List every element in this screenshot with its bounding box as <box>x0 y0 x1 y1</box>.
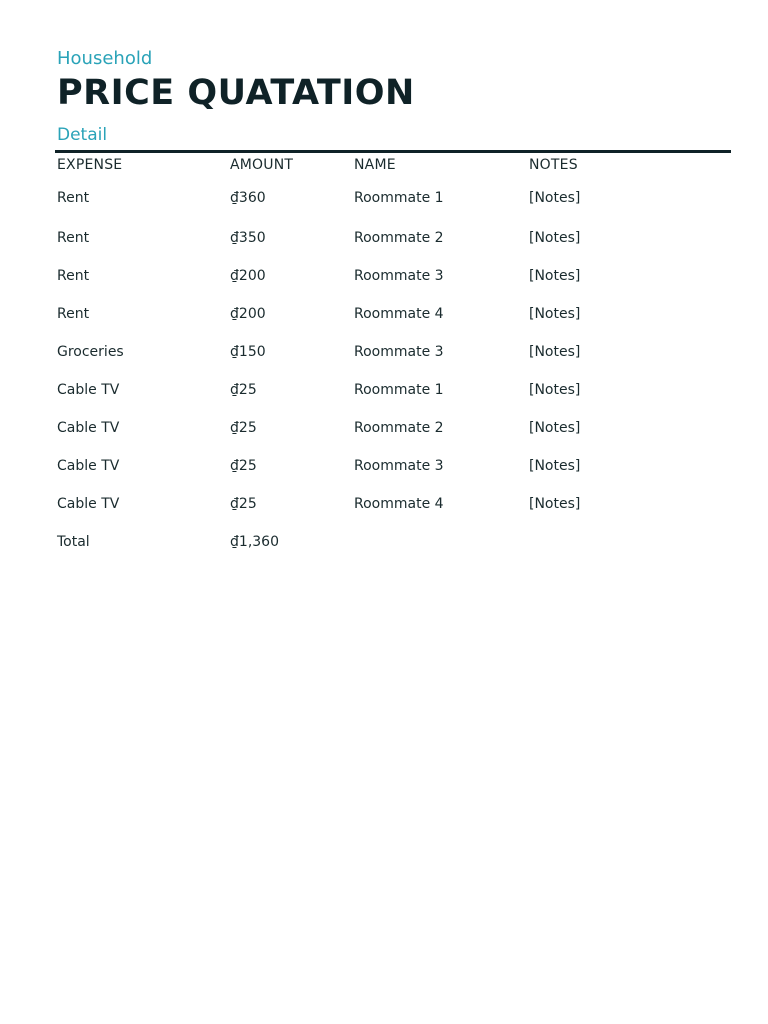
table-row <box>57 447 731 485</box>
amount-cell: ₫350 <box>230 230 266 246</box>
expense-table <box>57 153 731 561</box>
column-header-amount: AMOUNT <box>230 157 294 173</box>
name-cell: Roommate 3 <box>354 344 444 360</box>
table-row <box>57 295 731 333</box>
notes-cell[interactable]: [Notes] <box>529 496 581 512</box>
total-row <box>57 523 731 561</box>
name-cell: Roommate 1 <box>354 190 444 206</box>
empty-cell <box>354 523 529 561</box>
name-cell: Roommate 1 <box>354 382 444 398</box>
amount-cell: ₫25 <box>230 458 257 474</box>
notes-cell[interactable]: [Notes] <box>529 268 581 284</box>
table-header-row <box>57 153 731 177</box>
notes-cell[interactable]: [Notes] <box>529 230 581 246</box>
expense-cell: Groceries <box>57 344 124 360</box>
amount-cell: ₫25 <box>230 420 257 436</box>
expense-cell: Cable TV <box>57 496 120 512</box>
expense-cell: Cable TV <box>57 382 120 398</box>
table-row <box>57 333 731 371</box>
amount-cell: ₫25 <box>230 496 257 512</box>
amount-cell: ₫25 <box>230 382 257 398</box>
notes-cell[interactable]: [Notes] <box>529 306 581 322</box>
expense-cell: Cable TV <box>57 458 120 474</box>
table-row <box>57 485 731 523</box>
name-cell: Roommate 4 <box>354 306 444 322</box>
section-label: Detail <box>57 125 108 145</box>
table-row <box>57 177 731 219</box>
name-cell: Roommate 3 <box>354 458 444 474</box>
amount-cell: ₫360 <box>230 190 266 206</box>
notes-cell[interactable]: [Notes] <box>529 458 581 474</box>
expense-cell: Rent <box>57 230 90 246</box>
notes-cell[interactable]: [Notes] <box>529 344 581 360</box>
expense-cell: Cable TV <box>57 420 120 436</box>
total-amount: ₫1,360 <box>230 534 279 550</box>
amount-cell: ₫200 <box>230 268 266 284</box>
table-row <box>57 257 731 295</box>
name-cell: Roommate 4 <box>354 496 444 512</box>
amount-cell: ₫200 <box>230 306 266 322</box>
total-label: Total <box>57 534 90 550</box>
column-header-expense: EXPENSE <box>57 157 123 173</box>
expense-cell: Rent <box>57 190 90 206</box>
amount-cell: ₫150 <box>230 344 266 360</box>
column-header-notes: NOTES <box>529 157 578 173</box>
notes-cell[interactable]: [Notes] <box>529 420 581 436</box>
name-cell: Roommate 2 <box>354 420 444 436</box>
notes-cell[interactable]: [Notes] <box>529 190 581 206</box>
expense-cell: Rent <box>57 306 90 322</box>
table-row <box>57 409 731 447</box>
document <box>57 48 731 561</box>
document-subtitle: Household <box>57 48 153 69</box>
name-cell: Roommate 3 <box>354 268 444 284</box>
table-row <box>57 219 731 257</box>
notes-cell[interactable]: [Notes] <box>529 382 581 398</box>
column-header-name: NAME <box>354 157 396 173</box>
document-title: PRICE QUATATION <box>57 73 415 113</box>
empty-cell <box>529 523 731 561</box>
name-cell: Roommate 2 <box>354 230 444 246</box>
table-row <box>57 371 731 409</box>
expense-cell: Rent <box>57 268 90 284</box>
